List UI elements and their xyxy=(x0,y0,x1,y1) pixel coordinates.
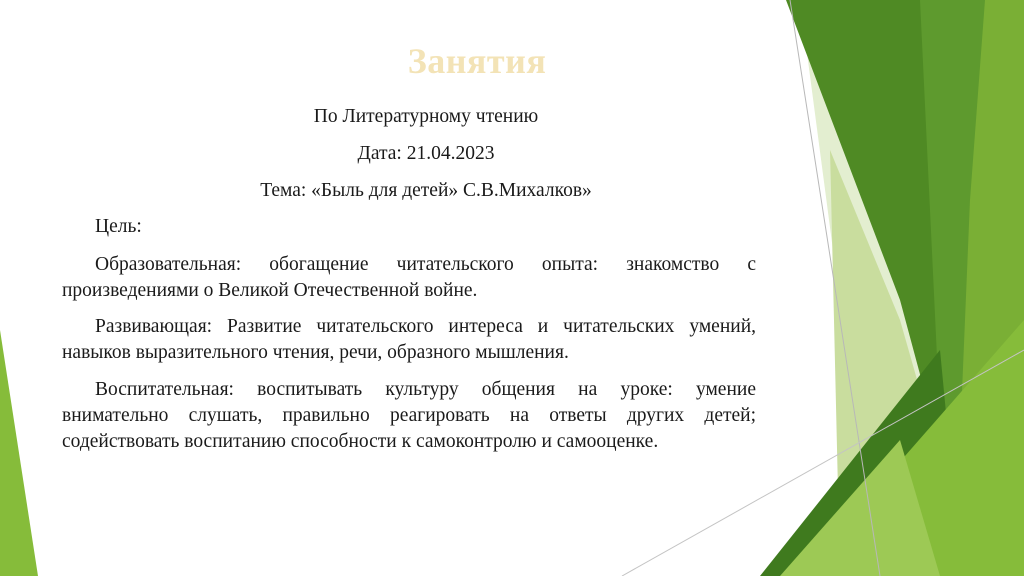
topic-line: Тема: «Быль для детей» С.В.Михалков» xyxy=(260,180,592,201)
left-green-sliver xyxy=(0,330,38,576)
goal-label: Цель: xyxy=(95,216,142,237)
date-line: Дата: 21.04.2023 xyxy=(357,143,495,164)
slide-title: Занятия xyxy=(407,41,547,81)
developmental-goal-paragraph: Развивающая: Развитие читательского интереса и читательских умений, навыков выразительного чтения, речи, образного мышления. xyxy=(62,316,756,363)
subject-line: По Литературному чтению xyxy=(313,106,539,127)
educational-goal-paragraph: Образовательная: обогащение читательского опыта: знакомство с произведениями о Великой Отечественной войне. xyxy=(62,254,756,301)
upbringing-goal-paragraph: Воспитательная: воспитывать культуру общения на уроке: умение внимательно слушать, правильно реагировать на ответы других детей; содействовать воспитанию способности к самоконтролю и самооценке. xyxy=(62,379,756,452)
